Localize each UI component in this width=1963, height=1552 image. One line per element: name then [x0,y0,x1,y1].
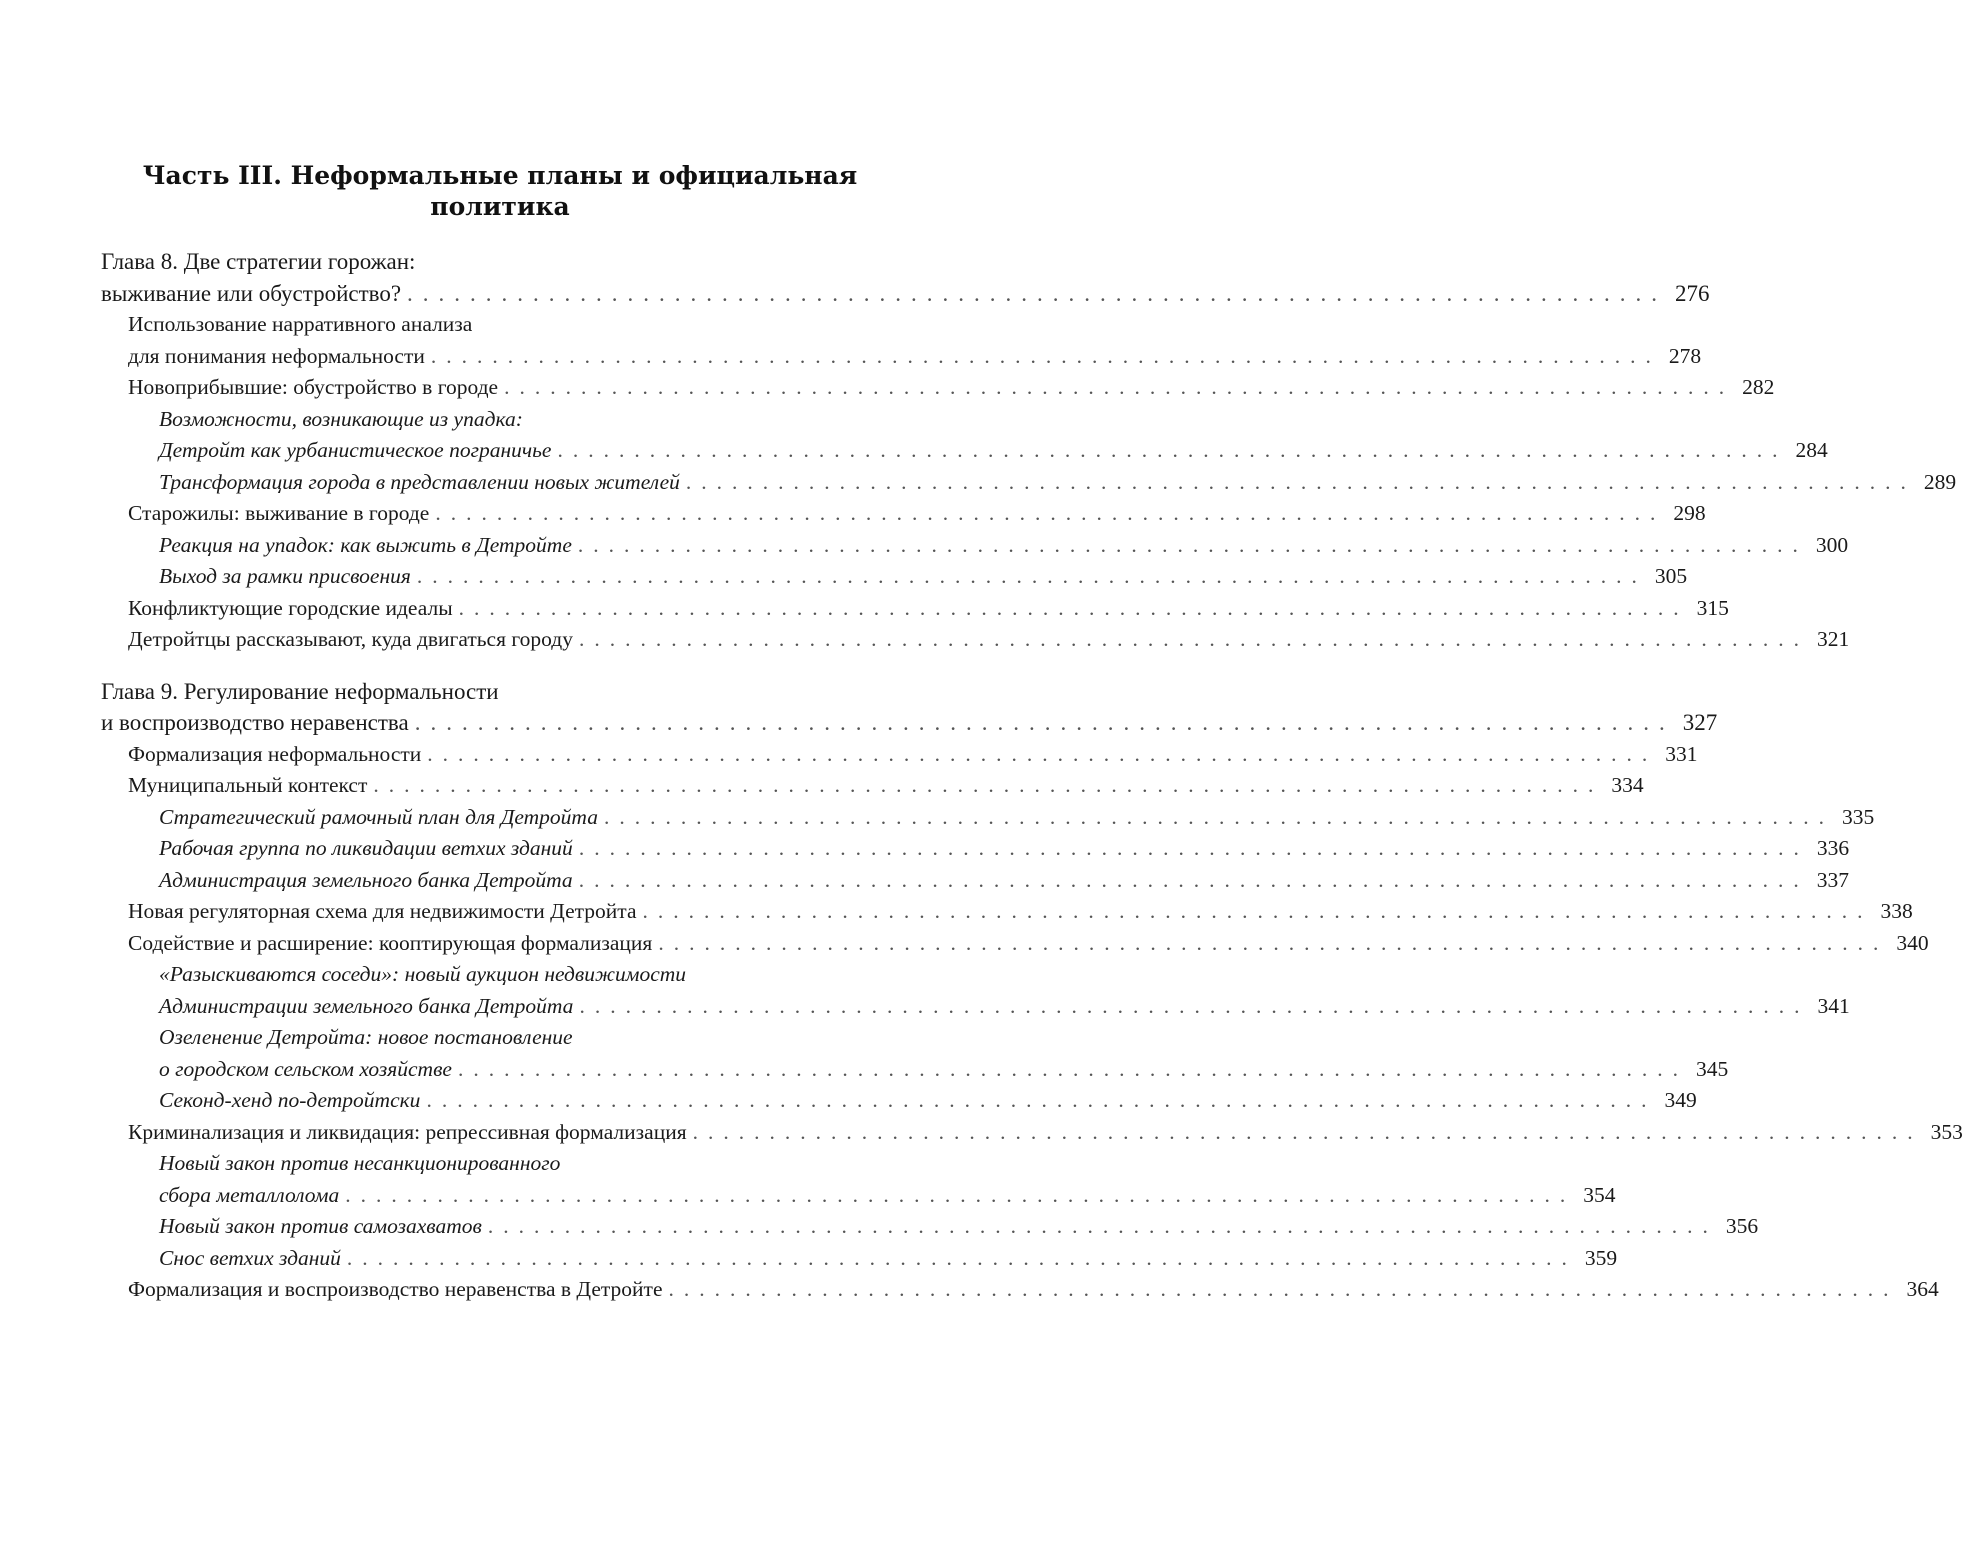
toc-entry-row [159,833,1850,865]
toc-entry-row [128,341,1702,373]
toc-page-number: 338 [1880,899,1913,923]
toc-page-number: 276 [1675,280,1710,306]
toc-page-number: 335 [1841,804,1875,829]
toc-entry-text: Криминализация и ликвидация: репрессивная формализация [128,1119,687,1144]
toc-page-number: 282 [1742,375,1775,399]
toc-entry-row [159,1085,1697,1117]
toc-entry-text: Использование нарративного анализа [128,312,473,336]
toc-entry-text: Рабочая группа по ликвидации ветхих зданий [159,836,573,860]
toc-page-number: 354 [1583,1182,1616,1207]
dot-leader: ................................................................................ [414,710,1675,735]
toc-entry-row [128,928,1929,960]
toc-entry-text: Администрации земельного банка Детройта [159,993,574,1018]
toc-section[interactable] [101,593,1729,625]
toc-entry-text: Возможности, возникающие из упадка: [159,406,523,431]
toc-entry-text: Содействие и расширение: кооптирующая формализация [128,930,653,955]
dot-leader: ................................................................................ [504,375,1735,399]
toc-entry-text: Стратегический рамочный план для Детройта [159,804,598,829]
toc-subsection[interactable] [101,865,1849,897]
toc-subsection[interactable] [101,561,1688,593]
toc-page-number: 337 [1816,867,1849,892]
toc-page-number: 305 [1654,564,1688,588]
toc-entry-row [159,991,1850,1023]
dot-leader: ................................................................................ [579,993,1810,1018]
toc-entry-row [159,802,1875,834]
toc-entry-row [159,561,1688,593]
toc-page-number: 353 [1930,1119,1963,1144]
toc-page-number: 359 [1584,1245,1618,1270]
toc-page-number: 345 [1695,1056,1729,1081]
toc-entry-text: Новоприбывшие: обустройство в городе [128,375,499,399]
dot-leader: ................................................................................ [577,532,1808,557]
dot-leader: ................................................................................ [407,280,1668,306]
toc-page-number: 364 [1906,1277,1939,1301]
toc-entry-row [159,467,1957,499]
toc-chapter-heading[interactable] [101,676,1718,739]
toc-entry-row [159,865,1849,897]
toc-page-number: 284 [1795,438,1828,462]
dot-leader: ................................................................................ [557,438,1788,462]
dot-leader: ................................................................................ [426,1088,1657,1112]
toc-entry-row [128,770,1644,802]
toc-entry-row [128,739,1698,771]
toc-entry-text: сбора металлолома [159,1182,340,1207]
toc-entry-row [128,896,1913,928]
toc-entry-row [159,1243,1618,1275]
toc-subsection[interactable] [101,530,1849,562]
toc-page-number: 278 [1668,343,1702,368]
toc-subsection[interactable] [101,1243,1618,1275]
toc-entry-text: «Разыскиваются соседи»: новый аукцион недвижимости [159,962,687,986]
toc-entry-text: Выход за рамки присвоения [159,564,411,588]
toc-entry-text: Детройт как урбанистическое пограничье [159,438,552,462]
dot-leader: ................................................................................ [685,469,1916,494]
toc-subsection[interactable] [101,959,1850,1022]
toc-entry-row [159,1180,1616,1212]
dot-leader: ................................................................................ [458,595,1689,620]
toc-entry-text: выживание или обустройство? [101,280,402,306]
toc-section[interactable] [101,498,1706,530]
dot-leader: ................................................................................ [430,343,1661,368]
toc-entry-text: Новый закон против несанкционированного [159,1151,561,1175]
toc-entry-row [101,278,1710,310]
toc-entry-row [128,624,1850,656]
toc-page-number: 298 [1673,501,1706,525]
toc-entry-text: Глава 8. Две стратегии горожан: [101,249,416,274]
toc-entry-text: Снос ветхих зданий [159,1245,341,1270]
toc-entry-text: Формализация и воспроизводство неравенства в Детройте [128,1277,663,1301]
toc-entry-text: Трансформация города в представлении новых жителей [159,469,680,494]
toc-page-number: 321 [1816,627,1850,651]
toc-page-number: 356 [1725,1214,1759,1238]
toc-entry-text: Администрация земельного банка Детройта [159,867,573,892]
toc-entry-row [128,1274,1939,1306]
toc-section[interactable] [101,1274,1939,1306]
dot-leader: ................................................................................ [435,501,1666,525]
toc-entry-row [159,1054,1729,1086]
toc-entry-text: Муниципальный контекст [128,773,368,797]
toc-subsection[interactable] [101,833,1850,865]
part-title [0,160,1000,222]
toc-page-number: 300 [1815,532,1849,557]
dot-leader: ................................................................................ [487,1214,1718,1238]
dot-leader: ................................................................................ [642,899,1873,923]
toc-page-number: 334 [1611,773,1644,797]
toc-entry-text: Новый закон против самозахватов [159,1214,482,1238]
toc-subsection[interactable] [101,467,1957,499]
dot-leader: ................................................................................ [427,741,1658,766]
dot-leader: ................................................................................ [346,1245,1577,1270]
toc-chapter [101,676,1963,1306]
toc-section[interactable] [101,928,1929,960]
toc-section[interactable] [101,896,1913,928]
dot-leader: ................................................................................ [658,930,1889,955]
toc-entry-row [159,1211,1759,1243]
dot-leader: ................................................................................ [578,836,1809,860]
toc-page-number: 315 [1696,595,1729,620]
toc-entry-text: о городском сельском хозяйстве [159,1056,452,1081]
toc-subsection[interactable] [101,1022,1729,1085]
table-of-contents [101,246,1963,1326]
toc-entry-row [128,593,1729,625]
toc-chapter [101,246,1957,656]
toc-page-number: 331 [1665,741,1698,766]
toc-section[interactable] [101,770,1644,802]
toc-entry-text: Конфликтующие городские идеалы [128,595,453,620]
toc-chapter-heading[interactable] [101,246,1710,309]
dot-leader: ................................................................................ [457,1056,1688,1081]
toc-entry-row [128,1117,1963,1149]
toc-entry-text: Глава 9. Регулирование неформальности [101,678,499,704]
toc-entry-text: для понимания неформальности [128,343,425,368]
part-title-line: политика [430,192,570,221]
toc-page-number: 336 [1816,836,1850,860]
toc-section[interactable] [101,624,1850,656]
toc-entry-text: и воспроизводство неравенства [101,710,409,735]
toc-entry-text: Реакция на упадок: как выжить в Детройте [159,532,572,557]
dot-leader: ................................................................................ [345,1182,1576,1207]
toc-section[interactable] [101,372,1775,404]
dot-leader: ................................................................................ [373,773,1604,797]
toc-page-number: 349 [1664,1088,1697,1112]
toc-entry-text: Старожилы: выживание в городе [128,501,430,525]
dot-leader: ................................................................................ [416,564,1647,588]
toc-entry-row [128,498,1706,530]
toc-entry-text: Озеленение Детройта: новое постановление [159,1025,573,1049]
toc-entry-row [159,435,1828,467]
toc-entry-row [128,372,1775,404]
toc-subsection[interactable] [101,1148,1616,1211]
dot-leader: ................................................................................ [578,627,1809,651]
toc-entry-text: Секонд-хенд по-детройтски [159,1088,421,1112]
toc-section[interactable] [101,739,1698,771]
dot-leader: ................................................................................ [692,1119,1923,1144]
toc-subsection[interactable] [101,404,1828,467]
toc-entry-row [159,530,1849,562]
toc-page-number: 340 [1896,930,1929,955]
toc-section[interactable] [101,1117,1963,1149]
dot-leader: ................................................................................ [603,804,1834,829]
toc-entry-row [101,707,1718,739]
toc-subsection[interactable] [101,1085,1697,1117]
toc-subsection[interactable] [101,1211,1759,1243]
toc-page-number: 341 [1817,993,1850,1018]
toc-page-number: 289 [1923,469,1957,494]
toc-entry-text: Формализация неформальности [128,741,422,766]
toc-entry-text: Новая регуляторная схема для недвижимости Детройта [128,899,637,923]
dot-leader: ................................................................................ [668,1277,1899,1301]
toc-subsection[interactable] [101,802,1875,834]
toc-entry-text: Детройтцы рассказывают, куда двигаться городу [128,627,573,651]
part-title-line: Часть III. Неформальные планы и официальная [142,161,858,190]
dot-leader: ................................................................................ [578,867,1809,892]
toc-section[interactable] [101,309,1702,372]
toc-page-number: 327 [1682,710,1718,735]
